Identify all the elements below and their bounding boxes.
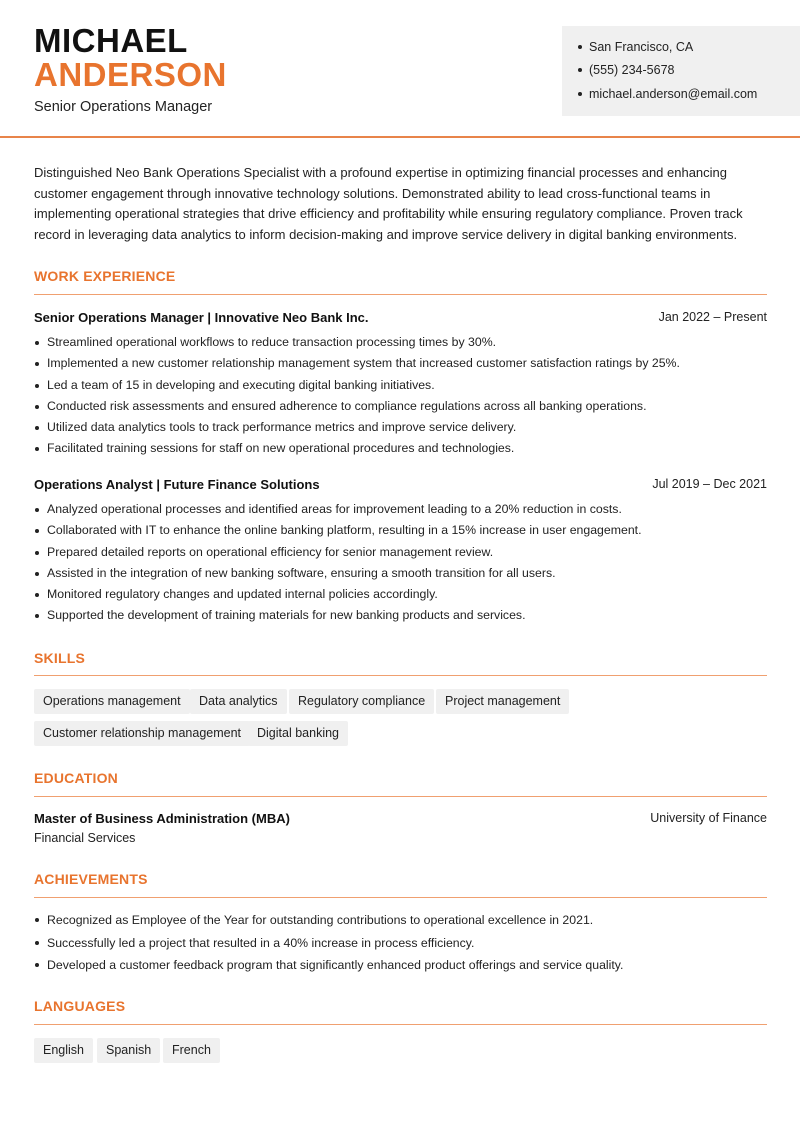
bullet-icon — [578, 68, 582, 72]
list-item: Utilized data analytics tools to track performance metrics and improve service delivery. — [34, 417, 767, 438]
section-divider — [34, 897, 767, 898]
bullet-icon — [578, 92, 582, 96]
skill-chip: Operations management — [34, 689, 190, 714]
list-item: Led a team of 15 in developing and executing digital banking initiatives. — [34, 375, 767, 396]
skill-chip: Digital banking — [248, 721, 348, 746]
list-item: Successfully led a project that resulted in a 40% increase in process efficiency. — [34, 932, 767, 955]
resume-header — [0, 0, 800, 138]
first-name: MICHAEL — [34, 22, 188, 59]
job-heading: Senior Operations Manager | Innovative Neo Bank Inc. — [34, 310, 369, 325]
list-item: Monitored regulatory changes and updated internal policies accordingly. — [34, 584, 767, 605]
education-degree: Master of Business Administration (MBA) — [34, 811, 290, 826]
education-field: Financial Services — [34, 831, 136, 845]
list-item: Recognized as Employee of the Year for outstanding contributions to operational excellence in 2021. — [34, 909, 767, 932]
skill-chip: Customer relationship management — [34, 721, 250, 746]
job-heading: Operations Analyst | Future Finance Solutions — [34, 477, 320, 492]
phone-text: (555) 234-5678 — [589, 63, 675, 77]
location-text: San Francisco, CA — [589, 40, 694, 54]
list-item: Prepared detailed reports on operational efficiency for senior management review. — [34, 542, 767, 563]
section-title-languages: LANGUAGES — [34, 998, 126, 1014]
email-link[interactable]: michael.anderson@email.com — [589, 87, 758, 101]
language-chip: English — [34, 1038, 93, 1063]
list-item: Collaborated with IT to enhance the online banking platform, resulting in a 15% increase in user engagement. — [34, 520, 767, 541]
list-item: Supported the development of training materials for new banking products and services. — [34, 605, 767, 626]
job-dates: Jan 2022 – Present — [658, 310, 767, 324]
list-item: Streamlined operational workflows to reduce transaction processing times by 30%. — [34, 332, 767, 353]
list-item: Developed a customer feedback program that significantly enhanced product offerings and service quality. — [34, 954, 767, 977]
professional-summary: Distinguished Neo Bank Operations Specialist with a profound expertise in optimizing financial processes and enhancing customer engagement through innovative technology solutions. Demonstrated ability to lead cross-functional teams in implementing operational strategies that drive efficiency and profitability while ensuring regulatory compliance. Proven track record in leveraging data analytics to inform decision-making and improve service delivery in digital banking environments. — [34, 165, 743, 242]
job-bullets — [34, 332, 767, 460]
section-divider — [34, 675, 767, 676]
section-divider — [34, 1024, 767, 1025]
list-item: Facilitated training sessions for staff on new operational procedures and technologies. — [34, 438, 767, 459]
section-title-achievements: ACHIEVEMENTS — [34, 871, 148, 887]
achievements-list — [34, 909, 767, 977]
contact-box — [562, 26, 800, 116]
job-dates: Jul 2019 – Dec 2021 — [652, 477, 767, 491]
job-bullets — [34, 499, 767, 627]
section-title-education: EDUCATION — [34, 770, 118, 786]
last-name: ANDERSON — [34, 56, 227, 93]
section-title-skills: SKILLS — [34, 650, 85, 666]
contact-location — [578, 40, 693, 54]
skill-chip: Regulatory compliance — [289, 689, 434, 714]
list-item: Assisted in the integration of new banking software, ensuring a smooth transition for all users. — [34, 563, 767, 584]
job-header — [34, 310, 767, 325]
section-title-work: WORK EXPERIENCE — [34, 268, 176, 284]
education-school: University of Finance — [650, 811, 767, 825]
list-item: Analyzed operational processes and identified areas for improvement leading to a 20% reduction in costs. — [34, 499, 767, 520]
contact-email[interactable] — [578, 87, 757, 101]
job-title: Senior Operations Manager — [34, 99, 213, 115]
skill-chip: Project management — [436, 689, 569, 714]
section-divider — [34, 294, 767, 295]
bullet-icon — [578, 45, 582, 49]
language-chip: Spanish — [97, 1038, 160, 1063]
list-item: Implemented a new customer relationship management system that increased customer satisfaction ratings by 25%. — [34, 353, 767, 374]
contact-phone — [578, 63, 674, 77]
job-header — [34, 477, 767, 492]
section-divider — [34, 796, 767, 797]
list-item: Conducted risk assessments and ensured adherence to compliance regulations across all banking operations. — [34, 396, 767, 417]
language-chip: French — [163, 1038, 220, 1063]
skill-chip: Data analytics — [190, 689, 287, 714]
